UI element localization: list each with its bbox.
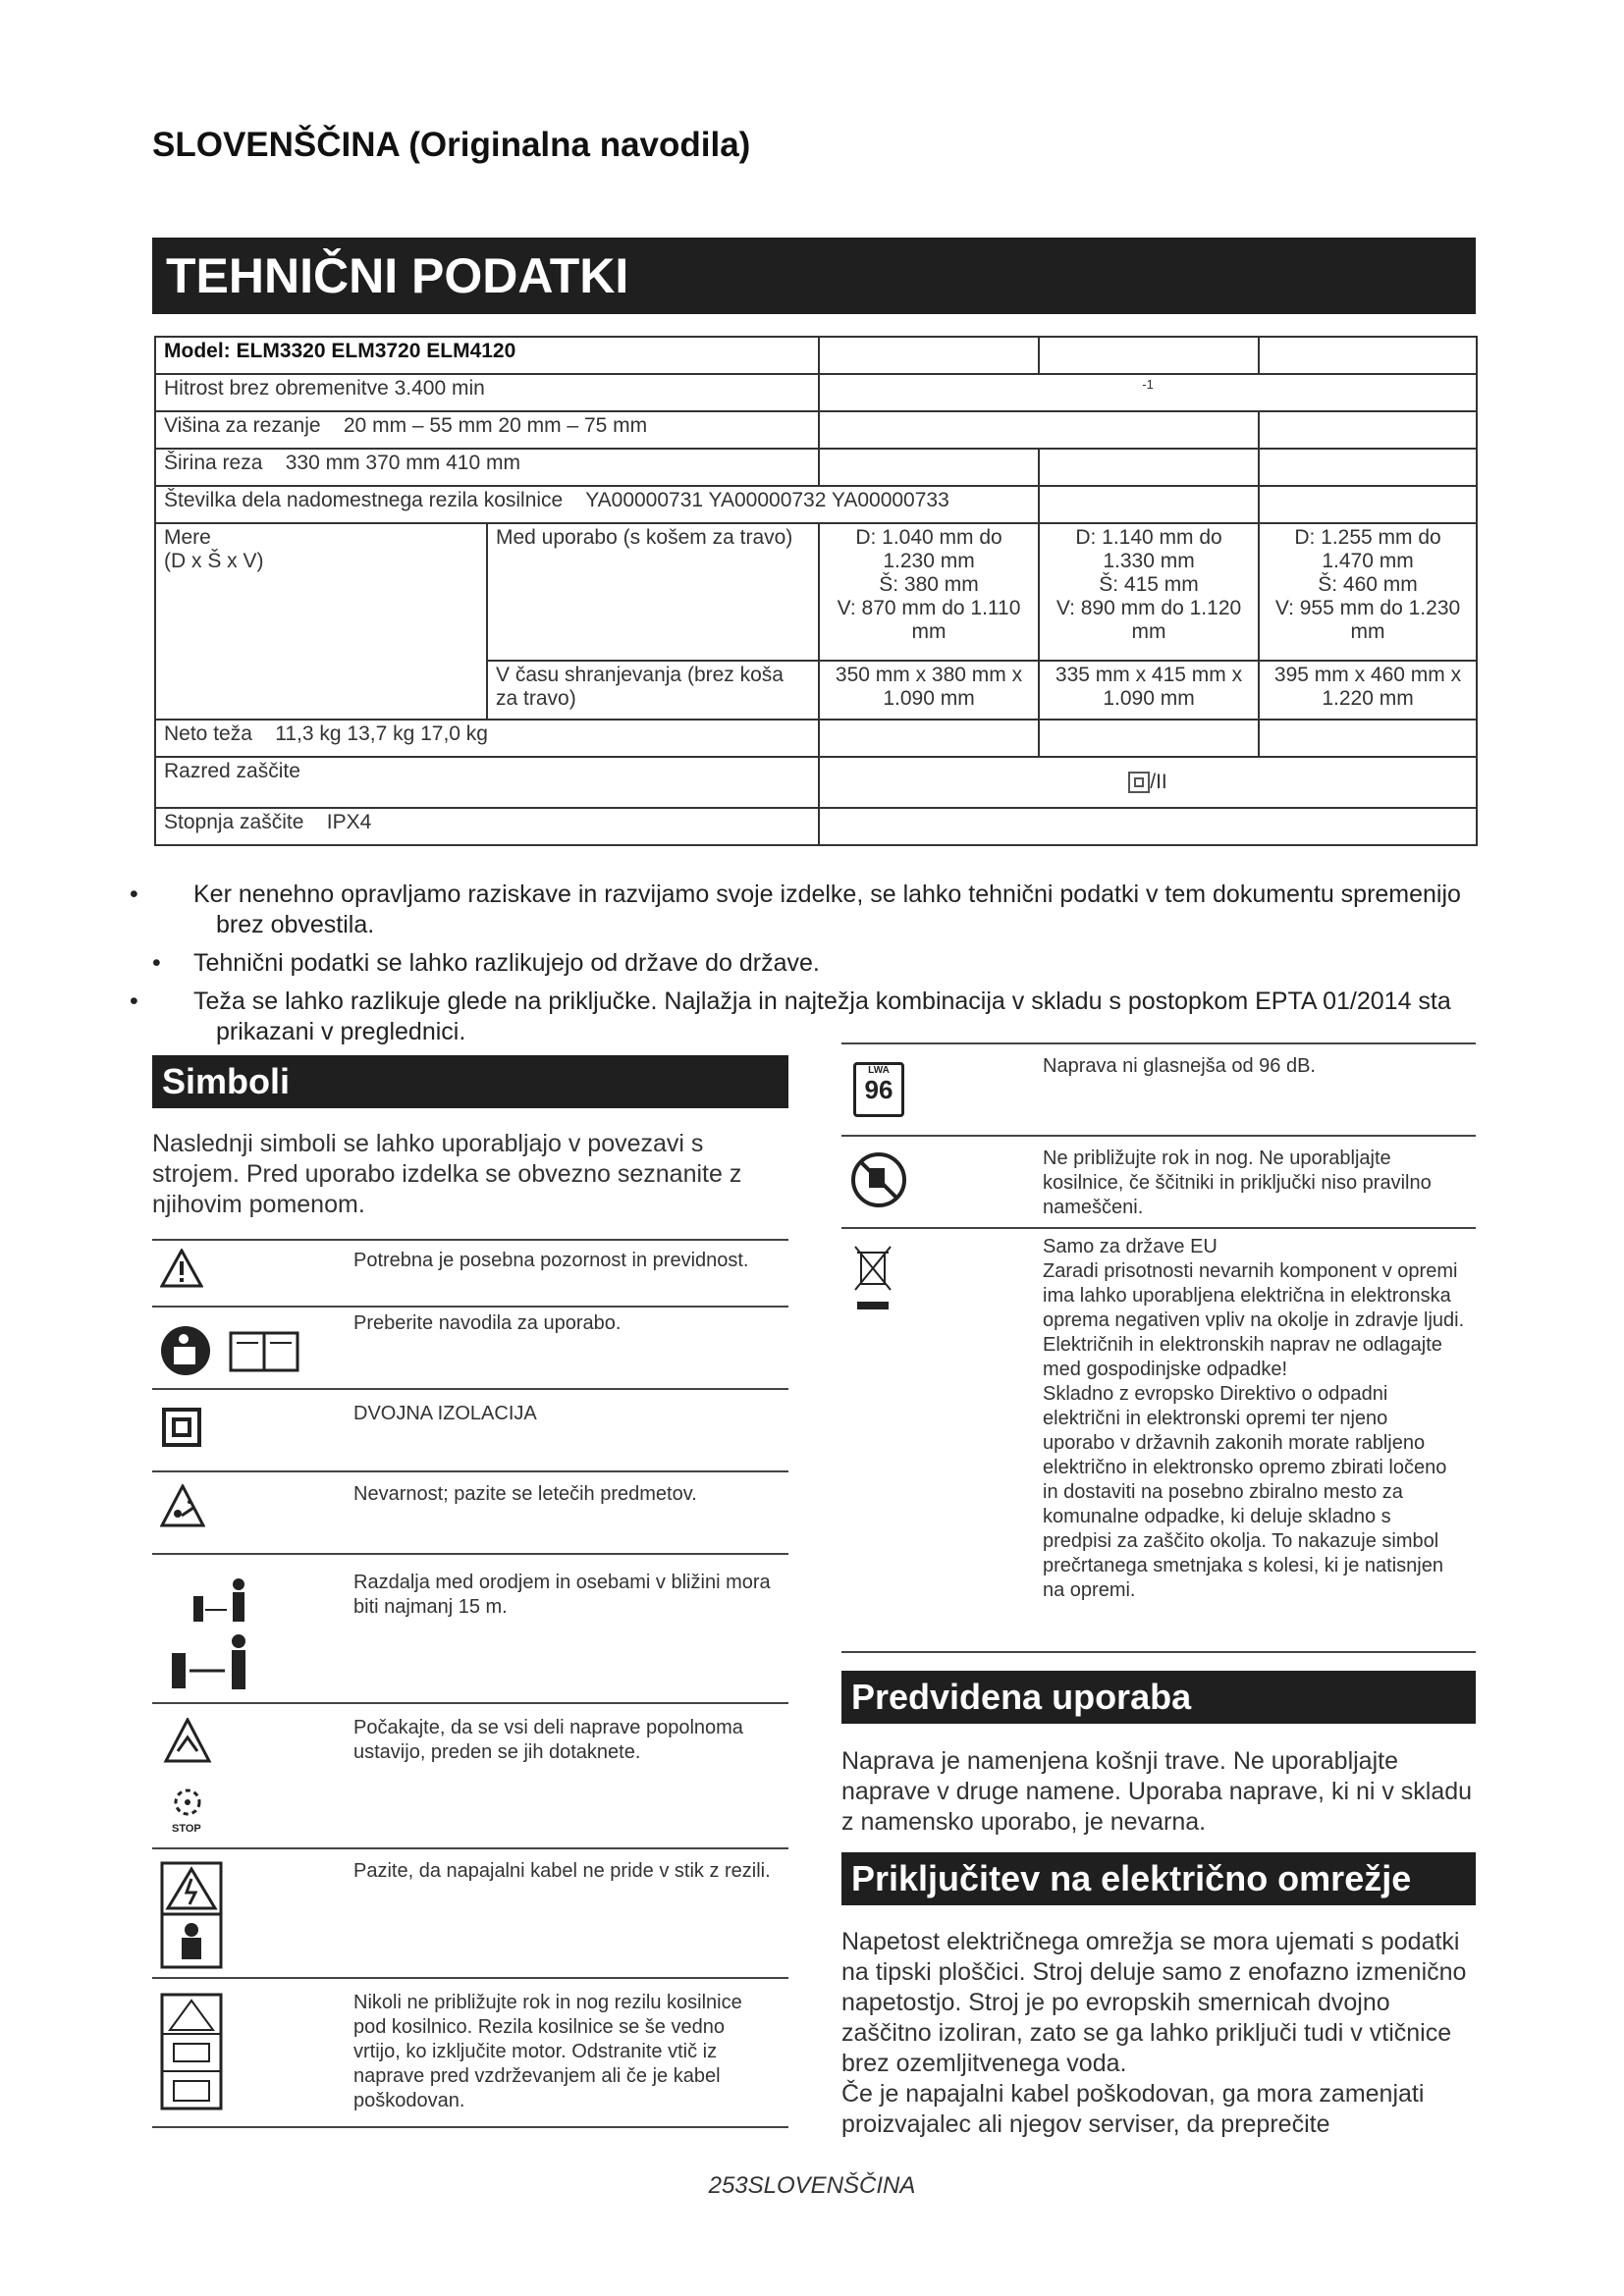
storage-value: 350 mm x 380 mm x 1.090 mm — [819, 661, 1039, 720]
symbol-row: DVOJNA IZOLACIJA — [152, 1390, 788, 1472]
protection-degree-row: Stopnja zaščite IPX4 — [155, 808, 819, 845]
symbol-row: Potrebna je posebna pozornost in previdnost. — [152, 1241, 788, 1308]
protection-class-value: /II — [819, 757, 1477, 808]
distance-15m-icon — [166, 1575, 274, 1692]
symbol-row: Nevarnost; pazite se letečih predmetov. — [152, 1472, 788, 1555]
symbol-row: LWA 96 Naprava ni glasnejša od 96 dB. — [841, 1044, 1476, 1137]
power-text: Napetost električnega omrežja se mora ujemati s podatki na tipski ploščici. Stroj deluje samo z enofazno izmenično napetostjo. Stroj je po evropskih smernicah dvojno zaščitno izoliran, zato se ga lahko priključi tudi v vtičnice brez ozemljitvenega voda. Če je napajalni kabel poškodovan, ga mora zamenjati proizvajalec ali njegov serviser, da preprečite — [841, 1928, 1467, 2138]
symbol-row: Razdalja med orodjem in osebami v bližini mora biti najmanj 15 m. — [152, 1555, 788, 1704]
read-manual-icon — [160, 1323, 307, 1378]
flying-objects-icon — [160, 1484, 205, 1529]
symbols-intro: Naslednji simboli se lahko uporabljajo v povezavi s strojem. Pred uporabo izdelka se obvezno seznanite z njihovim pomenom. — [152, 1130, 742, 1218]
cut-height-row: Višina za rezanje 20 mm – 55 mm 20 mm – 75 mm — [155, 411, 819, 449]
symbol-row: Samo za države EU Zaradi prisotnosti nevarnih komponent v opremi ima lahko uporabljena električna in elektronska oprema negativen vpliv na okolje in zdravje ljudi. Električnih in elektronskih naprav ne odlagajte med gospodinjske odpadke! Skladno z evropsko Direktivo o odpadni električni in elektronski opremi ter njeno uporabo v državnih zakonih morate rabljeno električno in elektronsko opremo zbirati ločeno in dostaviti na posebno zbiralno mesto za komunalne odpadke, ki deluje skladno s predpisi za zaščito okolja. To nakazuje simbol prečrtanega smetnjaka s kolesi, ki je natisnjen na opremi. — [841, 1229, 1476, 1653]
double-insulation-icon — [162, 1408, 201, 1447]
double-insulation-icon — [1128, 772, 1150, 793]
page-footer: 253SLOVENŠČINA — [708, 2172, 916, 2199]
storage-value: 395 mm x 460 mm x 1.220 mm — [1259, 661, 1477, 720]
cable-blade-icon — [160, 1861, 225, 1971]
noise-96db-icon: LWA 96 — [853, 1062, 904, 1117]
symbol-row: Ne približujte rok in nog. Ne uporabljajte kosilnice, če ščitniki in priključki niso pravilno nameščeni. — [841, 1137, 1476, 1229]
dimensions-label: Mere (D x Š x V) — [155, 523, 487, 720]
intended-use-heading: Predvidena uporaba — [841, 1671, 1476, 1724]
language-title: SLOVENŠČINA (Originalna navodila) — [152, 126, 751, 164]
note-item: • Tehnični podatki se lahko razlikujejo od države do države. — [152, 949, 820, 977]
power-heading: Priključitev na električno omrežje — [841, 1852, 1476, 1905]
symbol-row: Pazite, da napajalni kabel ne pride v stik z rezili. — [152, 1849, 788, 1979]
no-hands-feet-icon — [849, 1150, 908, 1209]
blade-hand-icon — [160, 1993, 225, 2110]
tech-data-heading: TEHNIČNI PODATKI — [152, 238, 1476, 314]
symbol-row: Preberite navodila za uporabo. — [152, 1308, 788, 1390]
weee-bin-icon — [851, 1243, 894, 1313]
wait-stop-icon — [162, 1718, 221, 1836]
spec-table — [154, 336, 1478, 846]
in-use-value: D: 1.040 mm do 1.230 mm Š: 380 mm V: 870 mm do 1.110 mm — [819, 523, 1039, 661]
net-weight-row: Neto teža 11,3 kg 13,7 kg 17,0 kg — [155, 720, 819, 757]
note-item: • Ker nenehno opravljamo raziskave in razvijamo svoje izdelke, se lahko tehnični podatki v tem dokumentu spremenijo brez obvestila. — [130, 881, 1461, 938]
symbols-heading: Simboli — [152, 1055, 788, 1108]
storage-value: 335 mm x 415 mm x 1.090 mm — [1039, 661, 1259, 720]
intended-use-text: Naprava je namenjena košnji trave. Ne uporabljajte naprave v druge namene. Uporaba naprave, ki ni v skladu z namensko uporabo, je nevarna. — [841, 1747, 1473, 1836]
notes-list — [130, 880, 1478, 1055]
in-use-value: D: 1.255 mm do 1.470 mm Š: 460 mm V: 955 mm do 1.230 mm — [1259, 523, 1477, 661]
symbol-row: Nikoli ne približujte rok in nog rezilu kosilnice pod kosilnico. Rezila kosilnice se še vedno vrtijo, ko izključite motor. Odstranite vtič iz naprave pred vzdrževanjem ali če je kabel poškodovan. — [152, 1979, 788, 2128]
model-row: Model: ELM3320 ELM3720 ELM4120 — [155, 337, 819, 374]
speed-row: Hitrost brez obremenitve 3.400 min — [155, 374, 819, 411]
speed-superscript: -1 — [819, 374, 1477, 411]
in-use-label: Med uporabo (s košem za travo) — [487, 523, 819, 661]
svg-text:STOP: STOP — [172, 1823, 201, 1835]
cut-width-row: Širina reza 330 mm 370 mm 410 mm — [155, 449, 819, 486]
protection-class-label: Razred zaščite — [155, 757, 819, 808]
storage-label: V času shranjevanja (brez koša za travo) — [487, 661, 819, 720]
warning-triangle-icon — [160, 1249, 203, 1288]
note-item: • Teža se lahko razlikuje glede na priključke. Najlažja in najtežja kombinacija v skladu s postopkom EPTA 01/2014 sta prikazani v preglednici. — [130, 988, 1451, 1045]
blade-part-row: Številka dela nadomestnega rezila kosilnice YA00000731 YA00000732 YA00000733 — [155, 486, 1039, 523]
symbol-row: STOP Počakajte, da se vsi deli naprave popolnoma ustavijo, preden se jih dotaknete. — [152, 1704, 788, 1849]
in-use-value: D: 1.140 mm do 1.330 mm Š: 415 mm V: 890 mm do 1.120 mm — [1039, 523, 1259, 661]
